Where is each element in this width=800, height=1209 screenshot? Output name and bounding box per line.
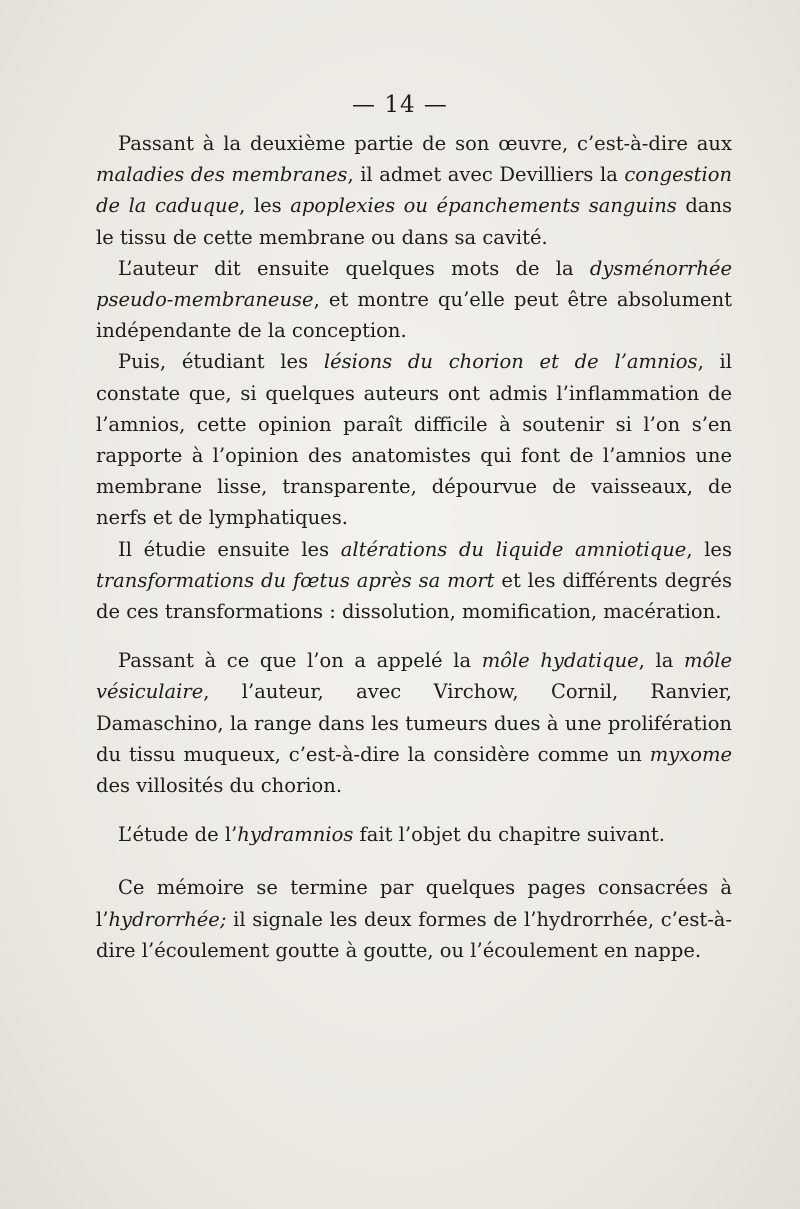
paragraph-text: Ce mémoire se termine par quelques pages consacrées à l’ (96, 876, 732, 931)
italic-text: maladies des membranes (96, 163, 348, 187)
body-text (96, 128, 732, 966)
paragraph-text: , il admet avec Devilliers la (347, 163, 625, 187)
paragraph-text: , les (239, 194, 291, 218)
italic-text: môle hydatique (481, 649, 639, 673)
paragraph-text: dans le tissu de cette membrane ou dans sa cavité. (96, 194, 733, 249)
paragraph-text: , il constate que, si quelques auteurs ont admis l’inflammation de l’amnios, cette opinion paraît difficile à soutenir si l’on s’en rapporte à l’opinion des anatomistes qui font de l’amnios une membrane lisse, transparente, dépourvue de vaisseaux, de nerfs et de lymphatiques. (96, 350, 732, 530)
paragraph-3 (96, 346, 732, 533)
paragraph-text: L’auteur dit ensuite quelques mots de la (118, 256, 590, 280)
paragraph-6 (96, 819, 732, 850)
paragraph-text: , et montre qu’elle peut être absolument indépendante de la conception. (96, 288, 732, 343)
paragraph-2 (96, 253, 732, 347)
paragraph-5 (96, 645, 732, 801)
paragraph-text: Passant à ce que l’on a appelé la (118, 649, 482, 673)
paragraph-1 (96, 128, 732, 253)
italic-text: hydrorrhée; (108, 907, 227, 931)
italic-text: altérations du liquide amniotique (340, 537, 687, 561)
paragraph-text: il signale les deux formes de l’hydrorrhée, c’est-à-dire l’écoulement goutte à goutte, ou l’écoulement en nappe. (96, 907, 732, 962)
paragraph-4 (96, 534, 732, 628)
paragraph-text: fait l’objet du chapitre suivant. (353, 823, 665, 847)
italic-text: apoplexies ou épanchements sanguins (290, 194, 677, 218)
paragraph-text: , la (638, 649, 684, 673)
paragraph-text: , l’auteur, avec Virchow, Cornil, Ranvier, Damaschino, la range dans les tumeurs dues à une prolifération du tissu muqueux, c’est-à-dire la considère comme un (96, 680, 732, 766)
italic-text: myxome (649, 742, 732, 766)
paragraph-text: , les (686, 537, 732, 561)
paragraph-text: et les différents degrés de ces transformations : dissolution, momification, macération. (96, 568, 732, 624)
italic-text: dysménorrhée pseudo-membraneuse (96, 256, 732, 312)
italic-text: môle vésiculaire (96, 649, 732, 704)
italic-text: congestion de la caduque (96, 163, 732, 218)
paragraph-text: Puis, étudiant les (118, 350, 324, 374)
paragraph-text: Il étudie ensuite les (118, 537, 341, 561)
paragraph-text: des villosités du chorion. (96, 774, 343, 798)
paragraph-text: L’étude de l’ (118, 823, 238, 847)
italic-text: transformations du fœtus après sa mort (96, 568, 495, 592)
italic-text: lésions du chorion et de l’amnios (323, 350, 698, 374)
paragraph-7 (96, 872, 732, 966)
page-number: — 14 — (352, 92, 448, 118)
paragraph-text: Passant à la deuxième partie de son œuvre, c’est-à-dire aux (118, 132, 732, 155)
italic-text: hydramnios (237, 823, 354, 847)
